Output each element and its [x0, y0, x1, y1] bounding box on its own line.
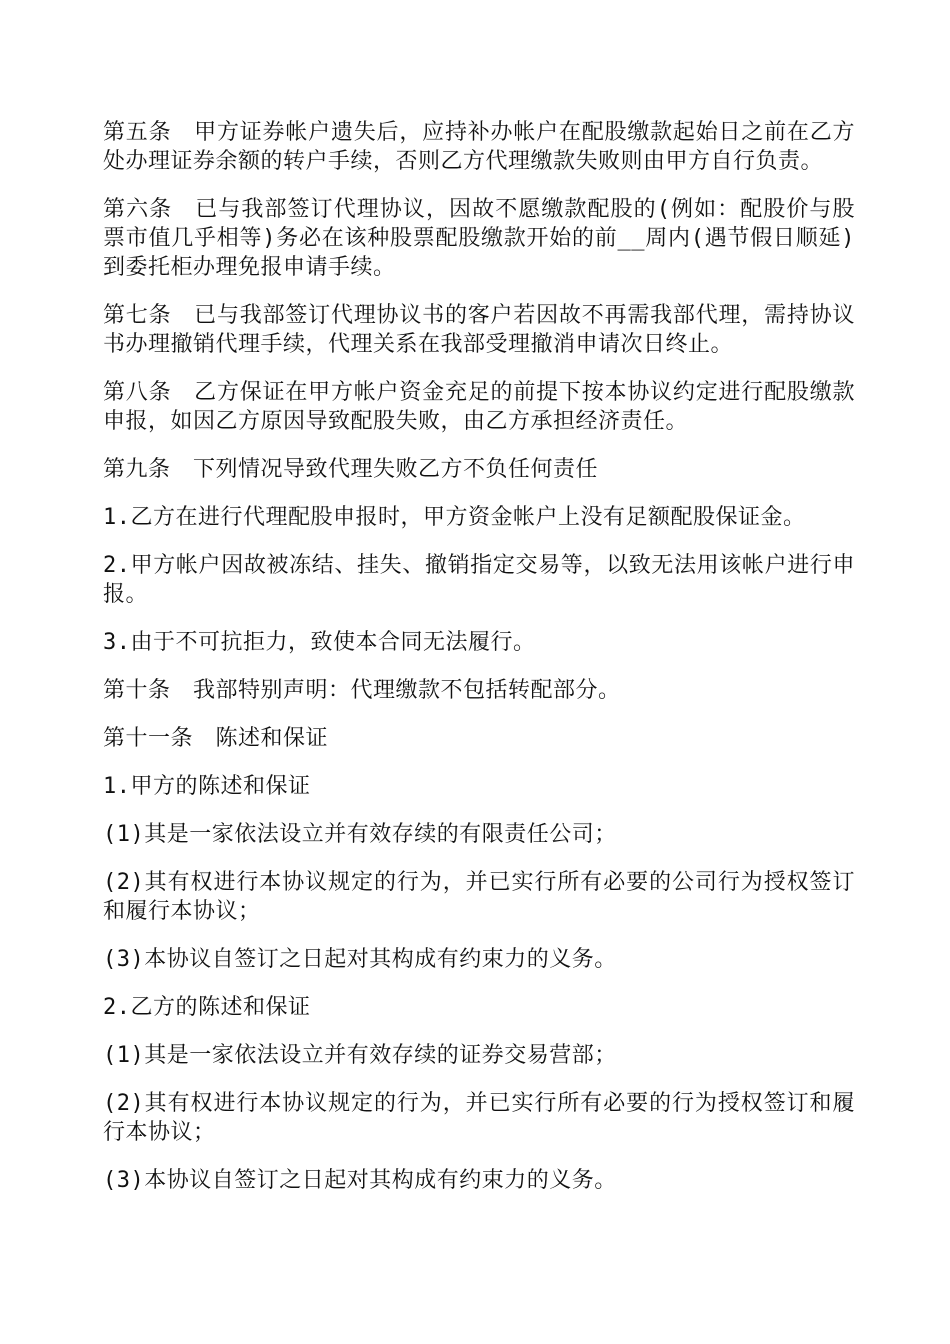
article-9-item-1: 1.乙方在进行代理配股申报时，甲方资金帐户上没有足额配股保证金。	[103, 505, 806, 530]
party-b-item-2: (2)其有权进行本协议规定的行为，并已实行所有必要的行为授权签订和履行本协议；	[103, 1091, 855, 1145]
document-body	[103, 118, 855, 1214]
article-5-paragraph: 第五条 甲方证券帐户遗失后，应持补办帐户在配股缴款起始日之前在乙方处办理证券余额的转户手续，否则乙方代理缴款失败则由甲方自行负责。	[103, 120, 855, 174]
article-9-item-3: 3.由于不可抗拒力，致使本合同无法履行。	[103, 630, 536, 655]
article-7-paragraph: 第七条 已与我部签订代理协议书的客户若因故不再需我部代理，需持协议书办理撤销代理手续，代理关系在我部受理撤消申请次日终止。	[103, 303, 855, 357]
party-b-item-3: (3)本协议自签订之日起对其构成有约束力的义务。	[103, 1168, 617, 1193]
article-8-paragraph: 第八条 乙方保证在甲方帐户资金充足的前提下按本协议约定进行配股缴款申报，如因乙方原因导致配股失败，由乙方承担经济责任。	[103, 380, 855, 434]
party-b-item-1: (1)其是一家依法设立并有效存续的证券交易营部；	[103, 1043, 617, 1068]
article-9-heading: 第九条 下列情况导致代理失败乙方不负任何责任	[103, 457, 599, 482]
party-a-item-3: (3)本协议自签订之日起对其构成有约束力的义务。	[103, 947, 617, 972]
party-a-representations-heading: 1.甲方的陈述和保证	[103, 774, 311, 799]
article-6-paragraph: 第六条 已与我部签订代理协议，因故不愿缴款配股的(例如：配股价与股票市值几乎相等)务必在该种股票配股缴款开始的前__周内(遇节假日顺延)到委托柜办理免报申请手续。	[103, 197, 855, 280]
article-10-paragraph: 第十条 我部特别声明：代理缴款不包括转配部分。	[103, 678, 621, 703]
party-a-item-2: (2)其有权进行本协议规定的行为，并已实行所有必要的公司行为授权签订和履行本协议；	[103, 870, 855, 924]
article-9-item-2: 2.甲方帐户因故被冻结、挂失、撤销指定交易等，以致无法用该帐户进行申报。	[103, 553, 855, 607]
article-11-heading: 第十一条 陈述和保证	[103, 726, 329, 751]
party-b-representations-heading: 2.乙方的陈述和保证	[103, 995, 311, 1020]
party-a-item-1: (1)其是一家依法设立并有效存续的有限责任公司；	[103, 822, 617, 847]
